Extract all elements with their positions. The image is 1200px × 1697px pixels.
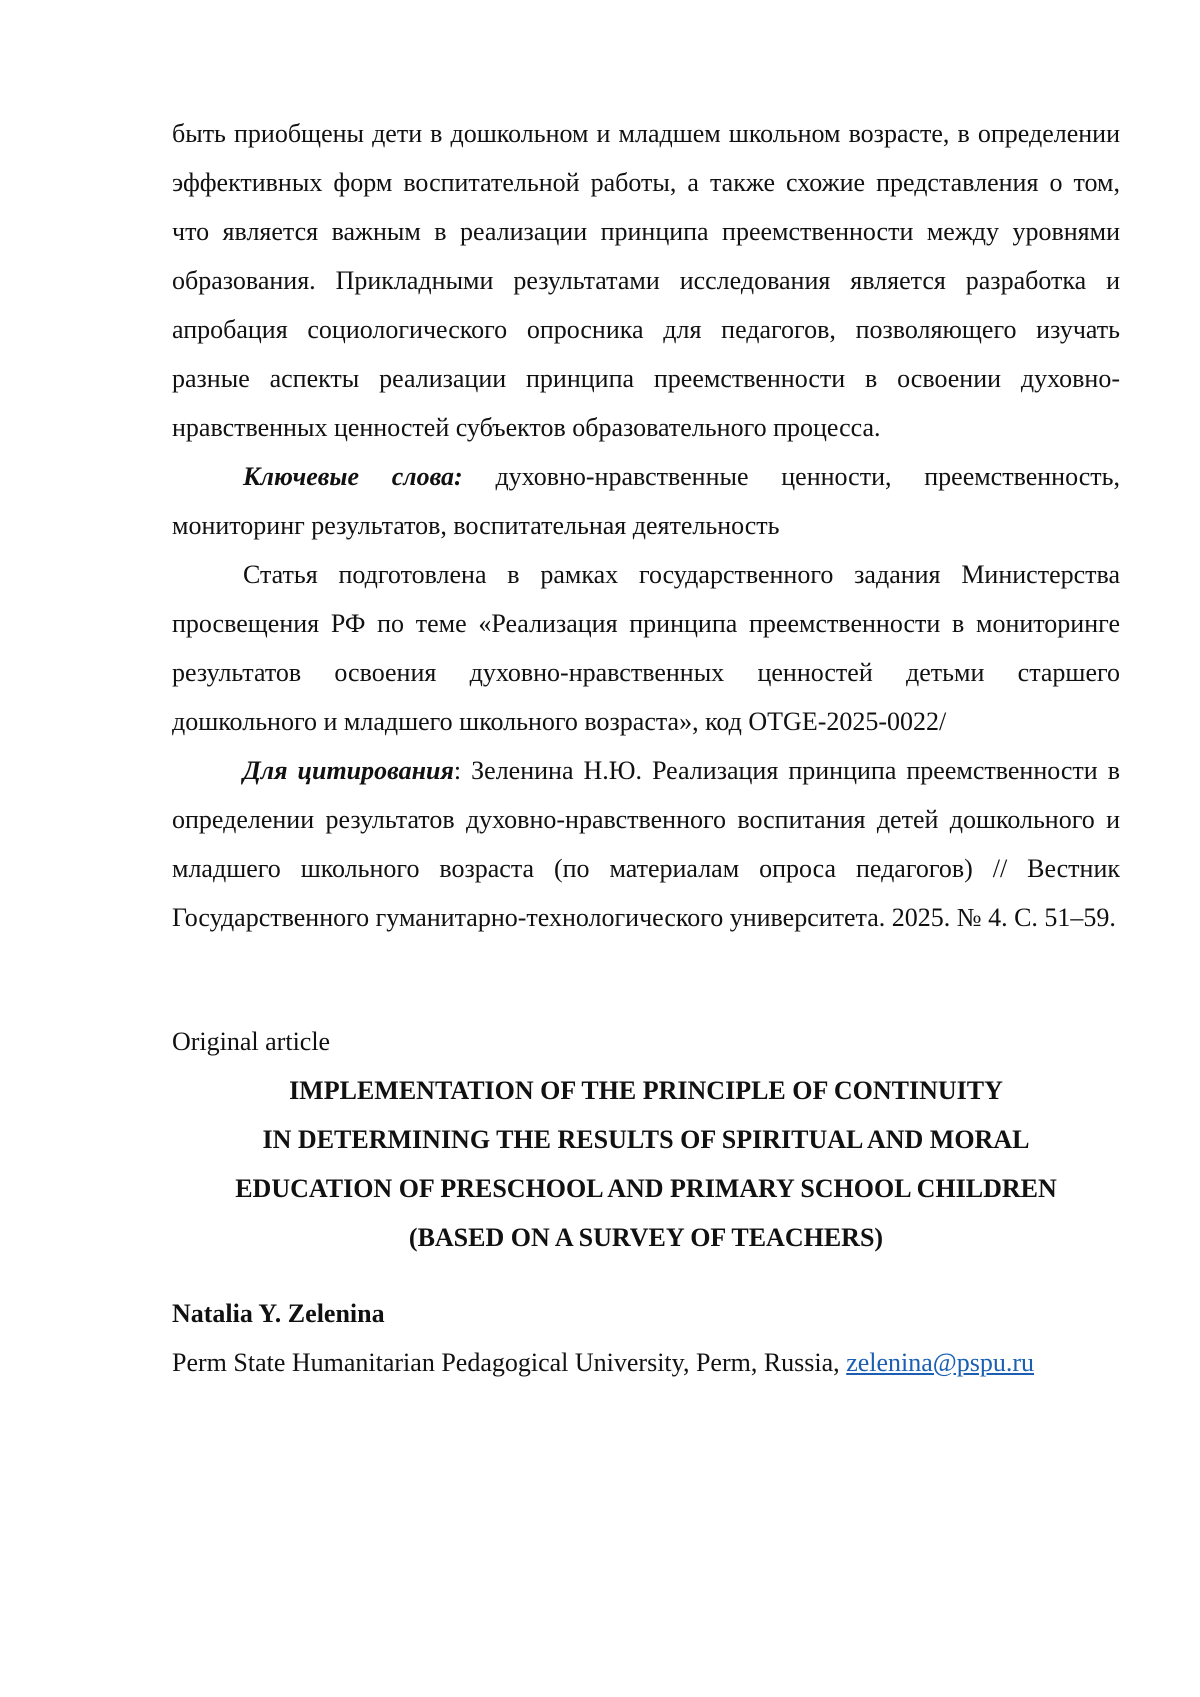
keywords-paragraph	[172, 452, 1120, 550]
citation-paragraph	[172, 746, 1120, 942]
section-gap	[172, 942, 1120, 1017]
english-title	[172, 1066, 1120, 1262]
abstract-paragraph: быть приобщены дети в дошкольном и младшем школьном возрасте, в определении эффективных форм воспитательной работы, а также схожие представления о том, что является важным в реализации принципа преемственности между уровнями образования. Прикладными результатами исследования является разработка и апробация социологического опросника для педагогов, позволяющего изучать разные аспекты реализации принципа преемственности в освоении духовно-нравственных ценностей субъектов образовательного процесса.	[172, 119, 1120, 442]
citation-text: : Зеленина Н.Ю. Реализация принципа преемственности в определении результатов духовно-нравственного воспитания детей дошкольного и младшего школьного возраста (по материалам опроса педагогов) // Вестник Государственного гуманитарно-технологического университета. 2025. № 4. С. 51–59.	[172, 756, 1121, 932]
author-name: Natalia Y. Zelenina	[172, 1299, 385, 1328]
document-page	[172, 109, 1120, 1387]
affiliation-text: Perm State Humanitarian Pedagogical University, Perm, Russia,	[172, 1348, 847, 1377]
title-line: EDUCATION OF PRESCHOOL AND PRIMARY SCHOOL CHILDREN	[235, 1174, 1057, 1203]
funding-paragraph: Статья подготовлена в рамках государственного задания Министерства просвещения РФ по теме «Реализация принципа преемственности в мониторинге результатов освоения духовно-нравственных ценностей детьми старшего дошкольного и младшего школьного возраста», код OTGE-2025-0022/	[172, 560, 1120, 736]
title-line: (BASED ON A SURVEY OF TEACHERS)	[408, 1223, 884, 1252]
affiliation-line	[172, 1338, 1120, 1387]
title-line: IMPLEMENTATION OF THE PRINCIPLE OF CONTINUITY	[289, 1076, 1003, 1105]
keywords-text: духовно-нравственные ценности, преемственность, мониторинг результатов, воспитательная деятельность	[172, 462, 1120, 540]
keywords-label: Ключевые слова:	[243, 462, 463, 491]
article-type: Original article	[172, 1027, 331, 1056]
author-email-link[interactable]: zelenina@pspu.ru	[846, 1348, 1035, 1377]
title-line: IN DETERMINING THE RESULTS OF SPIRITUAL AND MORAL	[262, 1125, 1030, 1154]
citation-label: Для цитирования	[243, 756, 454, 785]
